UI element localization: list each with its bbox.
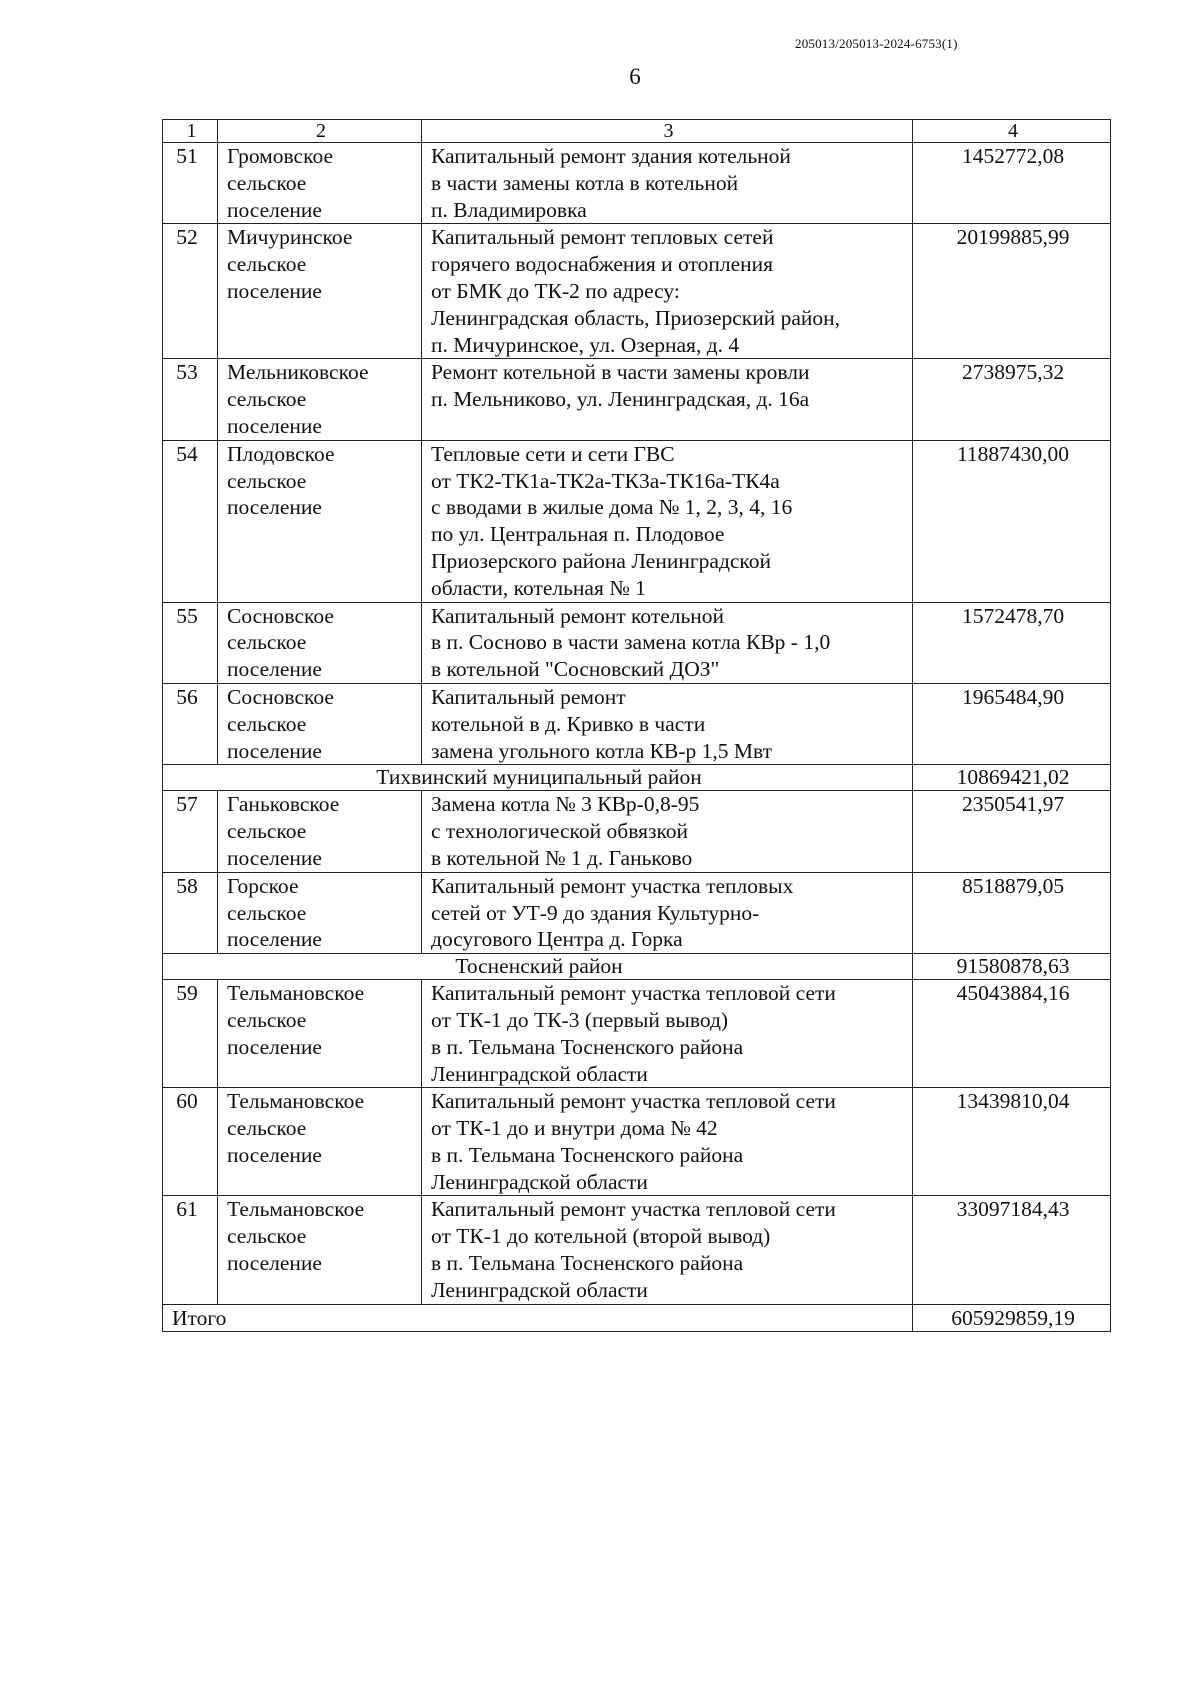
settlement-name: Плодовское сельское поселение: [218, 440, 422, 602]
settlement-name: Мичуринское сельское поселение: [218, 224, 422, 359]
column-header: 4: [913, 120, 1111, 143]
table-row: [163, 143, 1111, 224]
district-row: [163, 954, 1111, 980]
amount-value: 45043884,16: [913, 980, 1111, 1088]
total-amount: 605929859,19: [913, 1304, 1111, 1331]
settlement-name: Тельмановское сельское поселение: [218, 1088, 422, 1196]
column-header-row: [163, 120, 1111, 143]
district-amount: 91580878,63: [913, 954, 1111, 980]
row-number: 60: [163, 1088, 218, 1196]
table-row: [163, 683, 1111, 764]
row-number: 55: [163, 602, 218, 683]
table-row: [163, 791, 1111, 872]
row-number: 59: [163, 980, 218, 1088]
district-name: Тихвинский муниципальный район: [163, 765, 913, 791]
district-row: [163, 765, 1111, 791]
work-description: Тепловые сети и сети ГВС от ТК2-ТК1а-ТК2а-ТК3а-ТК16а-ТК4а с вводами в жилые дома № 1, 2, 3, 4, 16 по ул. Центральная п. Плодовое Приозерского района Ленинградской области, котельная № 1: [422, 440, 913, 602]
work-description: Капитальный ремонт участка тепловых сетей от УТ-9 до здания Культурно- досугового Центра д. Горка: [422, 872, 913, 953]
amount-value: 13439810,04: [913, 1088, 1111, 1196]
table-row: [163, 359, 1111, 440]
row-number: 54: [163, 440, 218, 602]
page-number: 6: [629, 64, 641, 89]
work-description: Капитальный ремонт котельной в д. Кривко в части замена угольного котла КВ-р 1,5 Мвт: [422, 683, 913, 764]
table-row: [163, 224, 1111, 359]
amount-value: 8518879,05: [913, 872, 1111, 953]
row-number: 51: [163, 143, 218, 224]
work-description: Капитальный ремонт тепловых сетей горячего водоснабжения и отопления от БМК до ТК-2 по адресу: Ленинградская область, Приозерский район, п. Мичуринское, ул. Озерная, д. 4: [422, 224, 913, 359]
row-number: 58: [163, 872, 218, 953]
total-row: [163, 1304, 1111, 1331]
work-description: Ремонт котельной в части замены кровли п. Мельниково, ул. Ленинградская, д. 16а: [422, 359, 913, 440]
work-description: Капитальный ремонт здания котельной в части замены котла в котельной п. Владимировка: [422, 143, 913, 224]
row-number: 56: [163, 683, 218, 764]
settlement-name: Мельниковское сельское поселение: [218, 359, 422, 440]
column-header: 1: [163, 120, 218, 143]
row-number: 61: [163, 1196, 218, 1304]
row-number: 52: [163, 224, 218, 359]
settlement-name: Ганьковское сельское поселение: [218, 791, 422, 872]
settlement-name: Тельмановское сельское поселение: [218, 1196, 422, 1304]
table-row: [163, 1088, 1111, 1196]
works-table: [162, 119, 1111, 1332]
settlement-name: Горское сельское поселение: [218, 872, 422, 953]
table-row: [163, 980, 1111, 1088]
table-row: [163, 1196, 1111, 1304]
settlement-name: Громовское сельское поселение: [218, 143, 422, 224]
settlement-name: Сосновское сельское поселение: [218, 683, 422, 764]
work-description: Капитальный ремонт участка тепловой сети от ТК-1 до котельной (второй вывод) в п. Тельмана Тосненского района Ленинградской области: [422, 1196, 913, 1304]
work-description: Замена котла № 3 КВр-0,8-95 с технологической обвязкой в котельной № 1 д. Ганьково: [422, 791, 913, 872]
row-number: 53: [163, 359, 218, 440]
row-number: 57: [163, 791, 218, 872]
amount-value: 2738975,32: [913, 359, 1111, 440]
district-amount: 10869421,02: [913, 765, 1111, 791]
work-description: Капитальный ремонт участка тепловой сети от ТК-1 до ТК-3 (первый вывод) в п. Тельмана Тосненского района Ленинградской области: [422, 980, 913, 1088]
column-header: 3: [422, 120, 913, 143]
amount-value: 11887430,00: [913, 440, 1111, 602]
settlement-name: Тельмановское сельское поселение: [218, 980, 422, 1088]
amount-value: 1572478,70: [913, 602, 1111, 683]
work-description: Капитальный ремонт котельной в п. Сосново в части замена котла КВр - 1,0 в котельной "Сосновский ДОЗ": [422, 602, 913, 683]
amount-value: 2350541,97: [913, 791, 1111, 872]
document-id: 205013/205013-2024-6753(1): [795, 36, 958, 51]
amount-value: 33097184,43: [913, 1196, 1111, 1304]
total-label: Итого: [163, 1304, 913, 1331]
table-row: [163, 602, 1111, 683]
amount-value: 1452772,08: [913, 143, 1111, 224]
table-row: [163, 440, 1111, 602]
work-description: Капитальный ремонт участка тепловой сети от ТК-1 до и внутри дома № 42 в п. Тельмана Тосненского района Ленинградской области: [422, 1088, 913, 1196]
settlement-name: Сосновское сельское поселение: [218, 602, 422, 683]
district-name: Тосненский район: [163, 954, 913, 980]
amount-value: 1965484,90: [913, 683, 1111, 764]
amount-value: 20199885,99: [913, 224, 1111, 359]
table-row: [163, 872, 1111, 953]
column-header: 2: [218, 120, 422, 143]
